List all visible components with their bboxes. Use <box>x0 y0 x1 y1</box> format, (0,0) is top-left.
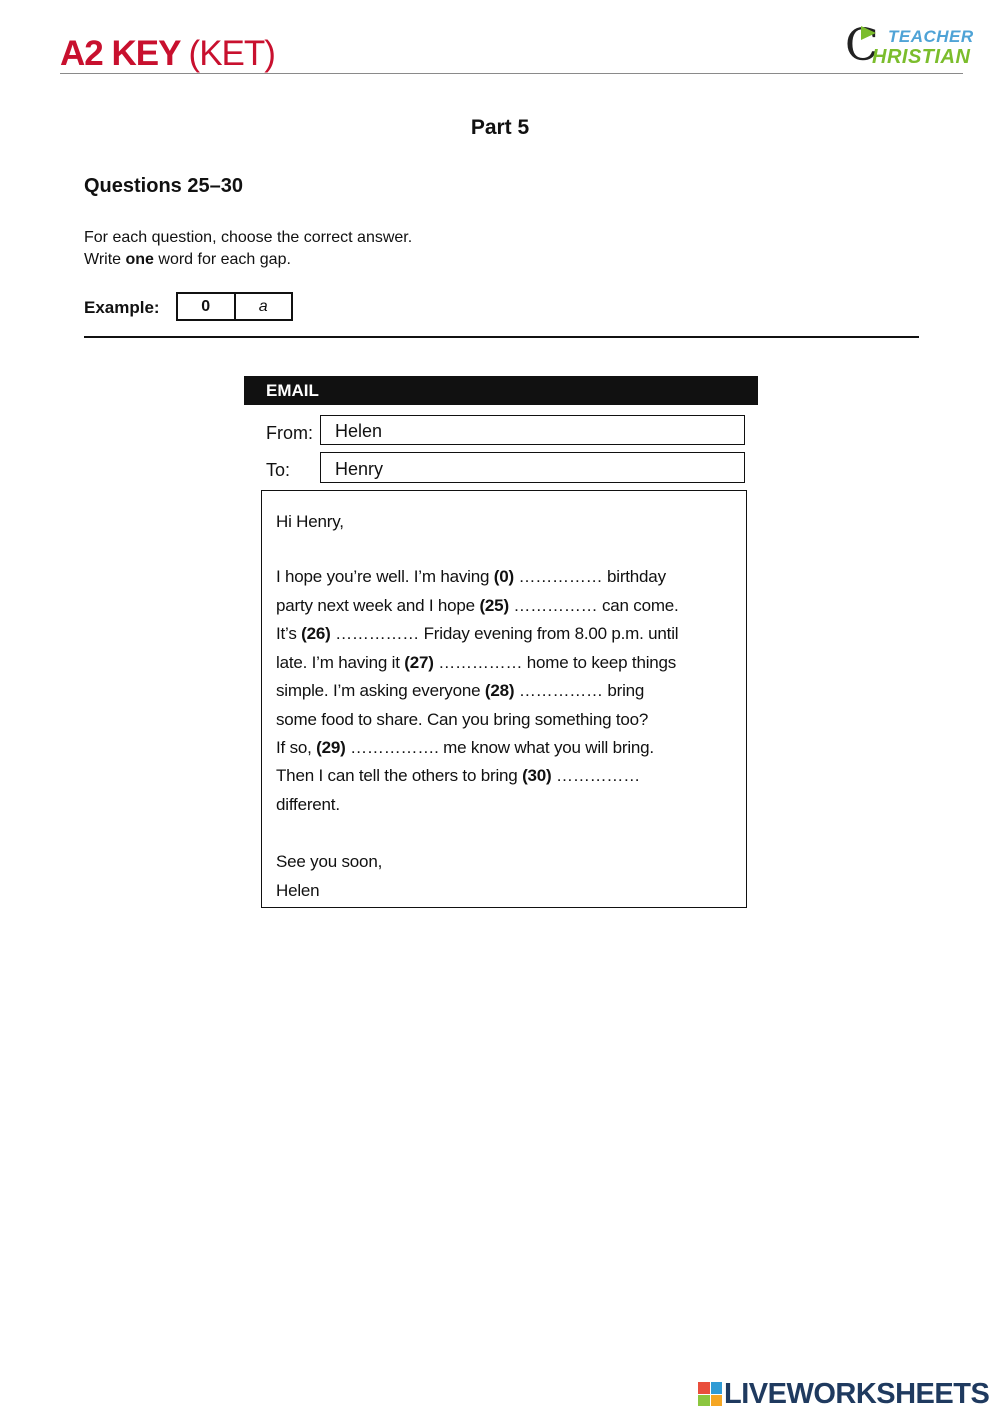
to-value: Henry <box>335 459 384 479</box>
example-answer: a <box>258 297 268 315</box>
line-text: different. <box>276 795 340 814</box>
line-text: …………… <box>551 766 641 785</box>
gap-number: (27) <box>404 653 434 672</box>
line-text: simple. I’m asking everyone <box>276 681 485 700</box>
email-line <box>276 766 640 786</box>
line-text: …………… Friday evening from 8.00 p.m. until <box>330 624 679 643</box>
flag-icon <box>861 26 876 40</box>
header-divider <box>60 73 963 74</box>
logo-line2: HRISTIAN <box>872 46 971 68</box>
logo-initial: C <box>845 20 879 71</box>
from-label: From: <box>266 423 313 443</box>
line-text: ……………. me know what you will bring. <box>345 738 654 757</box>
email-line <box>276 567 666 587</box>
part-title: Part 5 <box>470 116 530 139</box>
liveworksheets-grid-icon <box>698 1382 722 1406</box>
gap-number: (28) <box>484 681 515 700</box>
example-label: Example: <box>84 298 160 317</box>
to-field <box>320 452 745 483</box>
email-signature: Helen <box>276 881 320 900</box>
email-signoff: See you soon, <box>276 852 383 871</box>
email-line <box>276 738 654 758</box>
line-text: …………… home to keep things <box>433 653 677 672</box>
from-field <box>320 415 745 445</box>
instruction-text: Write <box>84 251 126 268</box>
teacher-christian-logo <box>845 20 974 72</box>
email-body <box>261 490 747 908</box>
document-title <box>60 34 275 74</box>
email-greeting: Hi Henry, <box>276 512 344 531</box>
line-text: I hope you’re well. I’m having <box>276 567 494 586</box>
email-line <box>276 596 679 616</box>
line-text: If so, <box>276 738 317 757</box>
gap-number: (25) <box>479 596 509 615</box>
instruction-line-1: For each question, choose the correct answer. <box>84 229 413 246</box>
line-text: …………… birthday <box>513 567 666 586</box>
gap-number: (30) <box>522 766 552 785</box>
title-main: A2 KEY <box>60 34 180 73</box>
line-text: some food to share. Can you bring something too? <box>276 710 649 729</box>
section-divider <box>84 336 919 338</box>
instruction-emphasis: one <box>125 251 154 268</box>
logo-line1: TEACHER <box>888 27 974 46</box>
gap-number: (29) <box>316 738 346 757</box>
instruction-text: word for each gap. <box>153 251 291 268</box>
line-text: …………… bring <box>514 681 645 700</box>
line-text: late. I’m having it <box>276 653 405 672</box>
email-line <box>276 653 676 673</box>
from-value: Helen <box>335 421 383 441</box>
liveworksheets-logo[interactable] <box>698 1377 994 1409</box>
email-header-label: EMAIL <box>266 381 319 400</box>
gap-number: (26) <box>301 624 331 643</box>
example-box <box>176 292 293 321</box>
questions-heading: Questions 25–30 <box>84 175 243 197</box>
gap-number: (0) <box>493 567 514 586</box>
email-line <box>276 681 644 701</box>
title-sub: (KET) <box>188 34 275 73</box>
to-label: To: <box>266 460 291 480</box>
example-number: 0 <box>178 294 236 319</box>
line-text: It’s <box>276 624 302 643</box>
instruction-line-2 <box>84 251 291 269</box>
email-header <box>244 376 758 405</box>
line-text: party next week and I hope <box>276 596 480 615</box>
line-text: Then I can tell the others to bring <box>276 766 523 785</box>
line-text: …………… can come. <box>508 596 679 615</box>
email-line <box>276 710 648 730</box>
email-line <box>276 795 340 815</box>
email-line <box>276 624 678 644</box>
liveworksheets-brand: LIVEWORKSHEETS <box>724 1378 990 1410</box>
